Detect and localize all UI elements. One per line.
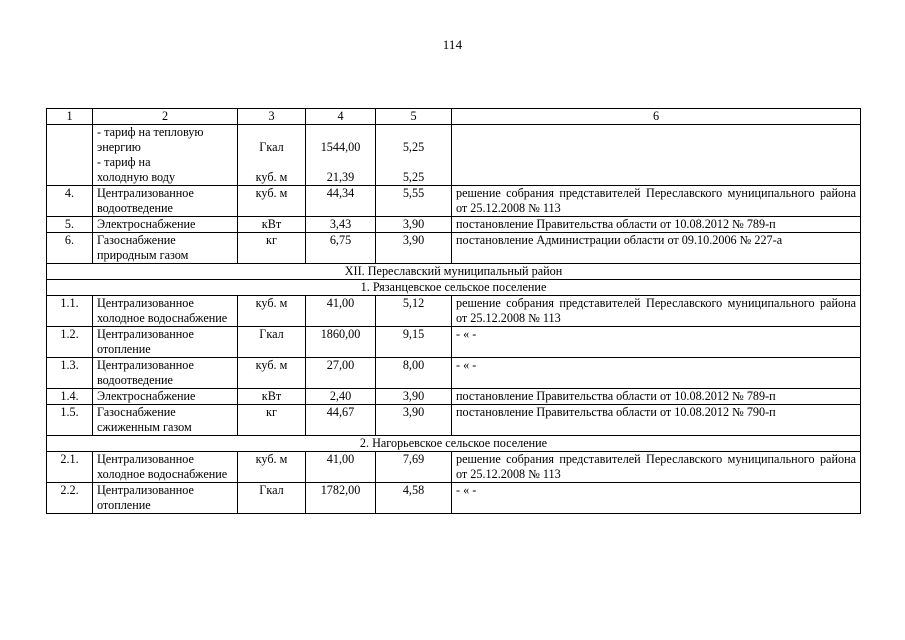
value-col5: 4,58	[376, 483, 452, 514]
table-row	[47, 389, 861, 405]
value-col5: 8,00	[376, 358, 452, 389]
unit: кг	[238, 233, 306, 264]
value-line	[380, 125, 447, 140]
header-row	[47, 109, 861, 125]
legal-basis: решение собрания представителей Переславского муниципального района от 25.12.2008 № 113	[452, 186, 861, 217]
value-line	[310, 155, 371, 170]
row-number: 1.1.	[47, 296, 93, 327]
row-number: 4.	[47, 186, 93, 217]
value-line: 21,39	[326, 170, 355, 184]
legal-basis: - « -	[452, 327, 861, 358]
value-col5: 5,55	[376, 186, 452, 217]
section-title: 1. Рязанцевское сельское поселение	[47, 280, 861, 296]
service-name-line: - тариф на	[97, 155, 151, 169]
value-col5: 3,90	[376, 405, 452, 436]
unit: кВт	[238, 217, 306, 233]
value-col4	[306, 125, 376, 186]
section-row	[47, 436, 861, 452]
table-row	[47, 125, 861, 186]
legal-basis: решение собрания представителей Переславского муниципального района от 25.12.2008 № 113	[452, 452, 861, 483]
value-line: 5,25	[402, 170, 425, 184]
unit-line	[242, 155, 301, 170]
value-col4: 6,75	[306, 233, 376, 264]
service-name: Централизованное холодное водоснабжение	[93, 452, 238, 483]
legal-basis: постановление Правительства области от 10.08.2012 № 789-п	[452, 389, 861, 405]
row-number: 1.5.	[47, 405, 93, 436]
unit-line	[242, 125, 301, 140]
table-row	[47, 405, 861, 436]
service-name: Электроснабжение	[93, 217, 238, 233]
service-name: Газоснабжение природным газом	[93, 233, 238, 264]
legal-basis: - « -	[452, 483, 861, 514]
page-number: 114	[442, 37, 463, 52]
legal-basis: постановление Администрации области от 09.10.2006 № 227-а	[452, 233, 861, 264]
value-col5: 3,90	[376, 217, 452, 233]
legal-basis: - « -	[452, 358, 861, 389]
header-cell: 6	[452, 109, 861, 125]
section-row	[47, 280, 861, 296]
header-cell: 2	[93, 109, 238, 125]
value-line	[380, 155, 447, 170]
row-number: 6.	[47, 233, 93, 264]
unit: куб. м	[238, 186, 306, 217]
row-number: 1.4.	[47, 389, 93, 405]
unit	[238, 125, 306, 186]
unit-line: Гкал	[259, 140, 284, 154]
value-col5: 3,90	[376, 389, 452, 405]
service-name	[93, 125, 238, 186]
value-col4: 2,40	[306, 389, 376, 405]
value-col5	[376, 125, 452, 186]
value-col4: 3,43	[306, 217, 376, 233]
row-number: 5.	[47, 217, 93, 233]
value-col5: 9,15	[376, 327, 452, 358]
table-row	[47, 233, 861, 264]
service-name: Централизованное водоотведение	[93, 186, 238, 217]
district-title: XII. Переславский муниципальный район	[47, 264, 861, 280]
header-cell: 4	[306, 109, 376, 125]
service-name-line: энергию	[97, 140, 141, 154]
service-name: Централизованное водоотведение	[93, 358, 238, 389]
header-cell: 5	[376, 109, 452, 125]
value-col4: 44,67	[306, 405, 376, 436]
value-col4: 27,00	[306, 358, 376, 389]
service-name: Централизованное отопление	[93, 327, 238, 358]
value-col5: 7,69	[376, 452, 452, 483]
unit: кг	[238, 405, 306, 436]
table-row	[47, 217, 861, 233]
legal-basis: решение собрания представителей Переславского муниципального района от 25.12.2008 № 113	[452, 296, 861, 327]
service-name-line: - тариф на тепловую	[97, 125, 204, 139]
value-col4: 1860,00	[306, 327, 376, 358]
value-col5: 5,12	[376, 296, 452, 327]
service-name: Газоснабжение сжиженным газом	[93, 405, 238, 436]
table-row	[47, 483, 861, 514]
table-row	[47, 452, 861, 483]
table-row	[47, 327, 861, 358]
unit: куб. м	[238, 296, 306, 327]
value-col4: 41,00	[306, 296, 376, 327]
district-row	[47, 264, 861, 280]
value-col4: 1782,00	[306, 483, 376, 514]
value-col5: 3,90	[376, 233, 452, 264]
value-col4: 41,00	[306, 452, 376, 483]
legal-basis: постановление Правительства области от 10.08.2012 № 789-п	[452, 217, 861, 233]
tariff-table	[46, 108, 861, 514]
table-row	[47, 186, 861, 217]
value-col4: 44,34	[306, 186, 376, 217]
value-line: 5,25	[402, 140, 425, 154]
table-row	[47, 358, 861, 389]
legal-basis: постановление Правительства области от 10.08.2012 № 790-п	[452, 405, 861, 436]
service-name: Централизованное холодное водоснабжение	[93, 296, 238, 327]
header-cell: 3	[238, 109, 306, 125]
section-title: 2. Нагорьевское сельское поселение	[47, 436, 861, 452]
value-line: 1544,00	[320, 140, 361, 154]
header-cell: 1	[47, 109, 93, 125]
service-name-line: холодную воду	[97, 170, 176, 184]
unit: кВт	[238, 389, 306, 405]
service-name: Электроснабжение	[93, 389, 238, 405]
legal-basis	[452, 125, 861, 186]
service-name: Централизованное отопление	[93, 483, 238, 514]
row-number: 2.1.	[47, 452, 93, 483]
unit: Гкал	[238, 327, 306, 358]
unit-line: куб. м	[255, 170, 288, 184]
row-number: 1.2.	[47, 327, 93, 358]
table-row	[47, 296, 861, 327]
unit: куб. м	[238, 358, 306, 389]
value-line	[310, 125, 371, 140]
unit: куб. м	[238, 452, 306, 483]
row-number: 1.3.	[47, 358, 93, 389]
unit: Гкал	[238, 483, 306, 514]
row-number: 2.2.	[47, 483, 93, 514]
row-number	[47, 125, 93, 186]
